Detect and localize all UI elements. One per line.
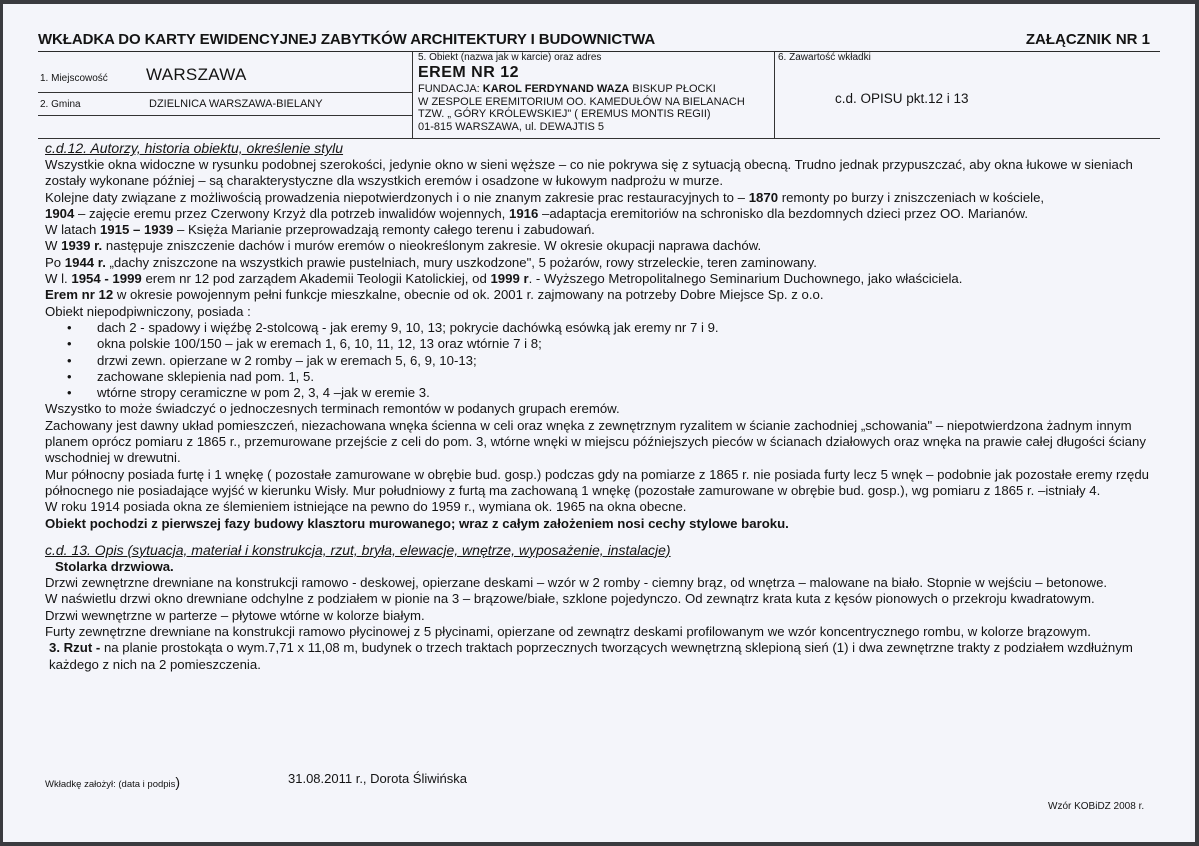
- gmina-row: [38, 93, 412, 116]
- s12-p10: Zachowany jest dawny układ pomieszczeń, niezachowana wnęka ścienna w celi oraz wnęka z zewnętrznym ryzalitem w ścianie zachodniej „schowania" – niepotwierdzona żadnym innym planem oprócz pomiaru z 1865 r., przemurowane przejście z celi do pom. 3, wtórne wnęki w miejscu późniejszych pieców w ścianach działowych oraz wnęka na prawie całej długości ściany wschodniej w drewutni.: [45, 417, 1146, 466]
- document-title: WKŁADKA DO KARTY EWIDENCYJNEJ ZABYTKÓW ARCHITEKTURY I BUDOWNICTWA: [38, 31, 656, 48]
- zawartosc-label: 6. Zawartość wkładki: [778, 52, 871, 63]
- list-item: • wtórne stropy ceramiczne w pom 2, 3, 4 –jak w eremie 3.: [97, 385, 1155, 401]
- miejscowosc-row: [38, 52, 412, 93]
- s12-p4: W 1939 r. następuje zniszczenie dachów i murów eremów o nieokreślonym zakresie. W okresie okupacji naprawa dachów.: [45, 238, 762, 254]
- s13-p4: Furty zewnętrzne drewniane na konstrukcji ramowo płycinowej z 5 płycinami, opierzane od zewnątrz deskami profilowanym we wzór koncentrycznego rombu, w kolorze brązowym.: [45, 624, 1091, 640]
- s12-p1: Wszystkie okna widoczne w rysunku podobnej szerokości, jedynie okno w sieni węższe – co nie pokrywa się z sytuacją obecną. Trudno jednak przypuszczać, aby okna łukowe w sieniach zostały wykonane później – są charakterystyczne dla wszystkich eremów i osadzone w łukowym nadprożu w murze.: [45, 157, 1133, 189]
- miejscowosc-label: 1. Miejscowość: [40, 73, 108, 84]
- s12-p13: Obiekt pochodzi z pierwszej fazy budowy klasztoru murowanego; wraz z całym założeniem nosi cechy stylowe baroku.: [45, 515, 789, 531]
- s12-p9: Wszystko to może świadczyć o jednoczesnych terminach remontów w podanych grupach eremów.: [45, 401, 620, 417]
- list-item: • okna polskie 100/150 – jak w eremach 1, 6, 10, 11, 12, 13 oraz wtórnie 7 i 8;: [97, 336, 1155, 352]
- s12-p11: Mur północny posiada furtę i 1 wnękę ( pozostałe zamurowane w obrębie bud. gosp.) podczas gdy na pomiarze z 1865 r. nie posiada furty lecz 5 wnęk – podobnie jak pozostałe eremy rzędu północnego nie posiadające wyjść w kierunku Wisły. Mur południowy z furtą ma zachowaną 1 wnękę (pozostałe zamurowane w obrębie bud. gosp.), wg pomiaru z 1865 r. –istniały 4.: [45, 466, 1149, 498]
- s12-p2: Kolejne daty związane z możliwością prowadzenia niepotwierdzonych i o nie znanym zakresie prac restauracyjnych to – 1870 remonty po burzy i zniszczeniach w kościele, 1904 – zajęcie eremu przez Czerwony Krzyż dla potrzeb inwalidów wojennych, 1916 –adaptacja eremitoriów na schronisko dla bezdomnych dzieci przez OO. Marianów.: [45, 189, 1045, 221]
- s12-p8: Obiekt niepodpiwniczony, posiada :: [45, 303, 251, 319]
- object-column: [412, 52, 775, 138]
- s12-p5: Po 1944 r. „dachy zniszczone na wszystkich prawie pustelniach, mury uszkodzone", 5 pożarów, rowy strzeleckie, teren zaminowany.: [45, 254, 817, 270]
- obiekt-label: 5. Obiekt (nazwa jak w karcie) oraz adres: [418, 52, 602, 63]
- obiekt-address: [418, 83, 745, 133]
- template-note: Wzór KOBiDZ 2008 r.: [1048, 801, 1145, 812]
- annex-number: ZAŁĄCZNIK NR 1: [1025, 31, 1150, 48]
- miejscowosc-value: WARSZAWA: [146, 65, 247, 84]
- gmina-label: 2. Gmina: [40, 99, 81, 110]
- list-item: • zachowane sklepienia nad pom. 1, 5.: [97, 369, 1155, 385]
- content-column: [774, 52, 1160, 138]
- s13-p1: Drzwi zewnętrzne drewniane na konstrukcji ramowo - deskowej, opierzane deskami – wzór w 2 romby - ciemny brąz, od wnętrza – malowane na biało. Stopnie w wejściu – betonowe.: [45, 575, 1108, 591]
- list-item: • drzwi zewn. opierzane w 2 romby – jak w eremach 5, 6, 9, 10-13;: [97, 353, 1155, 369]
- location-column: [38, 52, 412, 138]
- addr-line2: W ZESPOLE EREMITORIUM OO. KAMEDUŁÓW NA BIELANACH: [418, 95, 745, 108]
- gmina-value: DZIELNICA WARSZAWA-BIELANY: [149, 98, 323, 110]
- s12-p6: W l. 1954 - 1999 erem nr 12 pod zarządem Akademii Teologii Katolickiej, od 1999 r. - Wyższego Metropolitalnego Seminarium Duchownego, jako właściciela.: [45, 271, 963, 287]
- section12-heading: c.d.12. Autorzy, historia obiektu, określenie stylu: [45, 140, 344, 156]
- zawartosc-value: c.d. OPISU pkt.12 i 13: [835, 91, 969, 106]
- section13-heading: c.d. 13. Opis (sytuacja, materiał i konstrukcja, rzut, bryła, elewacje, wnętrze, wyposażenie, instalacje): [45, 541, 671, 558]
- title-row: [38, 31, 1160, 52]
- list-item: • dach 2 - spadowy i więźbę 2-stolcową - jak eremy 9, 10, 13; pokrycie dachówką esówką jak eremy nr 7 i 9.: [97, 320, 1155, 336]
- addr-line4: 01-815 WARSZAWA, ul. DEWAJTIS 5: [418, 120, 605, 133]
- body-text: [45, 140, 1155, 673]
- s13-p5: 3. Rzut - na planie prostokąta o wym.7,71 x 11,08 m, budynek o trzech traktach poprzecznych tworzących wewnętrzną sklepioną sień (1) i dwa zewnętrzne trakty z podziałem wzdłużnym każdego z nich na 2 pomieszczenia.: [49, 640, 1133, 672]
- addr-prefix: FUNDACJA:: [418, 83, 483, 95]
- addr-line3: TZW. „ GÓRY KRÓLEWSKIEJ" ( EREMUS MONTIS REGII): [418, 108, 711, 120]
- addr-founder: KAROL FERDYNAND WAZA: [482, 83, 630, 95]
- s13-p2: W naświetlu drzwi okno drewniane odchylne z podziałem w pionie na 3 – brązowe/białe, szklone pojedynczo. Od zewnątrz krata kuta z kęsów pionowych o przekroju kwadratowym.: [45, 591, 1095, 607]
- header-table: [38, 52, 1160, 139]
- addr-suffix: BISKUP PŁOCKI: [629, 83, 716, 95]
- features-list: [45, 320, 1155, 401]
- s12-p12: W roku 1914 posiada okna ze ślemieniem istniejące na pewno do 1959 r., wymiana ok. 1965 na okna obecne.: [45, 499, 687, 515]
- s13-subhead: Stolarka drzwiowa.: [55, 558, 174, 574]
- document-page: [3, 4, 1195, 842]
- s12-p7: Erem nr 12 w okresie powojennym pełni funkcje mieszkalne, obecnie od ok. 2001 r. zajmowany na potrzeby Dobre Miejsce Sp. z o.o.: [45, 287, 824, 303]
- s12-p3: W latach 1915 – 1939 – Księża Marianie przeprowadzają remonty całego terenu i zabudowań.: [45, 222, 595, 238]
- s13-p3: Drzwi wewnętrzne w parterze – płytowe wtórne w kolorze białym.: [45, 607, 425, 623]
- signature-value: 31.08.2011 r., Dorota Śliwińska: [288, 771, 467, 786]
- obiekt-name: EREM NR 12: [418, 64, 520, 81]
- signer-label: Wkładkę założył: (data i podpis): [45, 774, 181, 790]
